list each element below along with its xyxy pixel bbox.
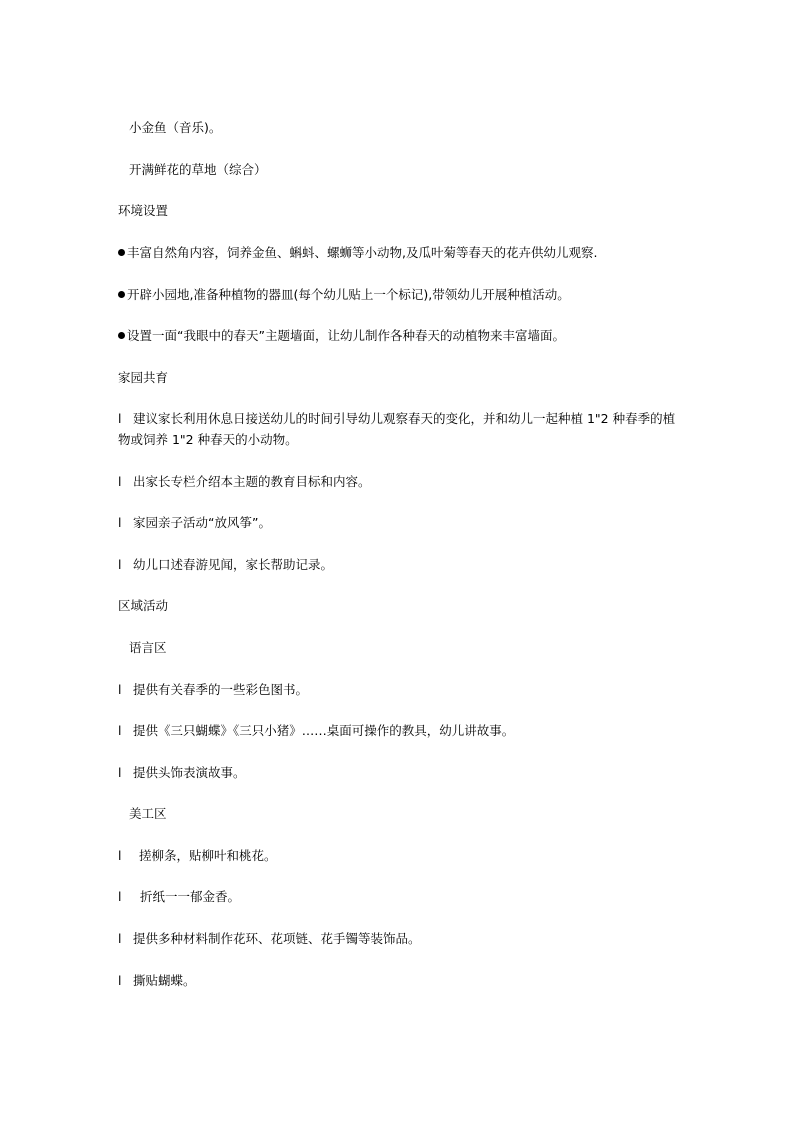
list-marker-icon: l <box>118 889 122 904</box>
list-marker-icon: l <box>118 557 122 572</box>
list-item: l 撕贴蝴蝶。 <box>118 970 683 991</box>
bullet-dot-icon <box>118 332 125 339</box>
bullet-item: 开辟小园地,准备种植物的器皿(每个幼儿贴上一个标记),带领幼儿开展种植活动。 <box>118 284 683 305</box>
list-marker-icon: l <box>118 723 122 738</box>
bullet-dot-icon <box>118 291 125 298</box>
list-item: l 提供头饰表演故事。 <box>118 762 683 783</box>
list-marker-icon: l <box>118 474 122 489</box>
list-marker-icon: l <box>118 765 122 780</box>
bullet-item: 设置一面“我眼中的春天”主题墙面，让幼儿制作各种春天的动植物来丰富墙面。 <box>118 325 683 346</box>
list-item: l 幼儿口述春游见闻，家长帮助记录。 <box>118 554 683 575</box>
list-marker-icon: l <box>118 411 122 426</box>
list-marker-icon: l <box>118 931 122 946</box>
list-item: l 提供多种材料制作花环、花项链、花手镯等装饰品。 <box>118 928 683 949</box>
list-marker-icon: l <box>118 973 122 988</box>
bullet-dot-icon <box>118 249 125 256</box>
list-item: l 家园亲子活动“放风筝”。 <box>118 512 683 533</box>
text-line: 开满鲜花的草地（综合） <box>129 162 267 177</box>
list-item: l 建议家长利用休息日接送幼儿的时间引导幼儿观察春天的变化，并和幼儿一起种植 1"2 种春季的植物或饲养 1"2 种春天的小动物。 <box>118 408 683 450</box>
list-item: l 提供有关春季的一些彩色图书。 <box>118 679 683 700</box>
text-line: 小金鱼（音乐)。 <box>129 120 222 135</box>
list-item: l 出家长专栏介绍本主题的教育目标和内容。 <box>118 471 683 492</box>
list-item: l 搓柳条，贴柳叶和桃花。 <box>118 845 683 866</box>
list-marker-icon: l <box>118 848 122 863</box>
bullet-item: 丰富自然角内容，饲养金鱼、蝌蚪、螺蛳等小动物,及瓜叶菊等春天的花卉供幼儿观察. <box>118 242 683 263</box>
subsection-heading: 语言区 <box>129 640 167 655</box>
list-item: l 提供《三只蝴蝶》《三只小猪》……桌面可操作的教具，幼儿讲故事。 <box>118 720 683 741</box>
subsection-heading: 美工区 <box>129 806 167 821</box>
section-heading: 环境设置 <box>118 203 169 218</box>
list-marker-icon: l <box>118 682 122 697</box>
list-marker-icon: l <box>118 515 122 530</box>
section-heading: 家园共育 <box>118 370 169 385</box>
section-heading: 区域活动 <box>118 598 169 613</box>
list-item: l 折纸一一郁金香。 <box>118 886 683 907</box>
